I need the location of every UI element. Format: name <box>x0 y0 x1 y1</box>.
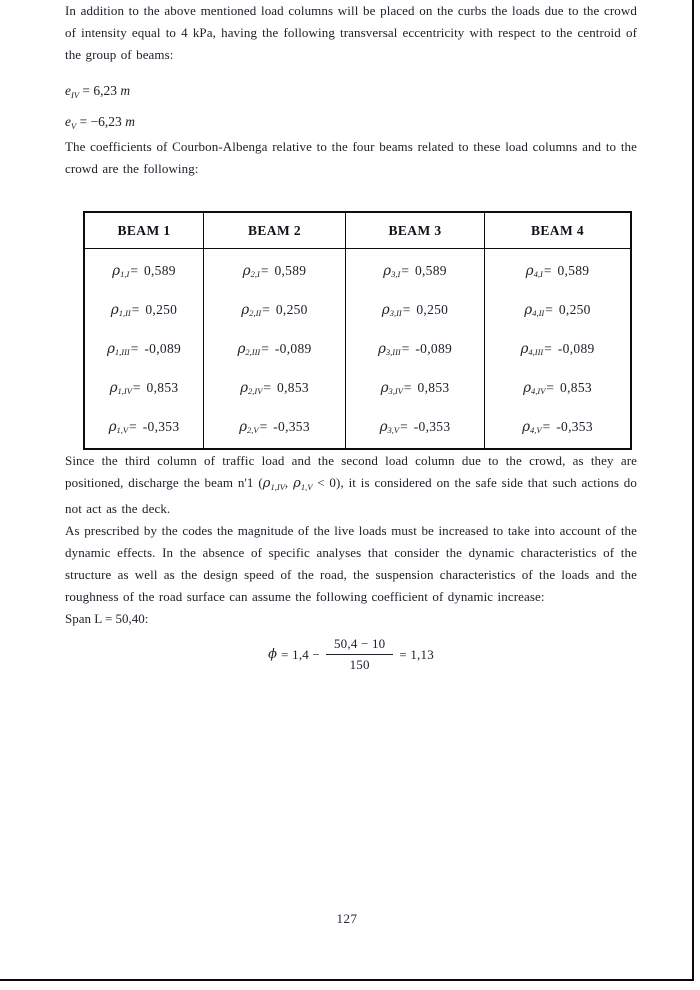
eccentricity-equation-iv <box>65 81 637 105</box>
rho-coefficient <box>346 251 484 290</box>
e-subscript: IV <box>71 90 80 100</box>
coefficient-value: -0,089 <box>144 340 182 356</box>
table-header-row <box>84 212 631 249</box>
coefficient-value: -0,353 <box>413 418 451 434</box>
e-symbol: e <box>65 83 71 98</box>
rho-1-iv <box>263 475 285 490</box>
rho-subscript: 2,V <box>247 424 259 435</box>
coefficient-value: 0,853 <box>277 379 309 395</box>
coefficient-value: -0,089 <box>557 340 595 356</box>
equals-sign: = <box>130 262 138 278</box>
equals-sign: = <box>263 379 272 395</box>
coefficient-value: 0,853 <box>417 379 450 395</box>
rho-symbol: ρ <box>293 476 301 491</box>
rho-coefficient <box>346 290 484 329</box>
equals-sign: = <box>262 301 270 317</box>
rho-subscript: 4,I <box>533 268 543 279</box>
coefficient-value: 0,853 <box>560 379 592 395</box>
page-number: 127 <box>336 911 358 926</box>
paragraph-dynamic-increase: As prescribed by the codes the magnitude of the live loads must be increased to take into account of the dynamic effects. In the absence of specific analyses that consider the dynamic characteristics of the structure as well as the design speed of the road, the suspension characteristics of the loads and the roughness of the road surface can assume the following coefficient of dynamic increase: <box>65 523 637 604</box>
rho-coefficient <box>485 251 630 290</box>
rho-subscript: 4,V <box>530 424 542 435</box>
rho-coefficient <box>85 251 203 290</box>
rho-symbol: ρ <box>240 379 249 396</box>
rho-symbol: ρ <box>522 418 531 435</box>
rho-symbol: ρ <box>241 301 250 318</box>
equals-sign: = <box>403 379 412 395</box>
equals-sign: = <box>544 340 552 356</box>
rho-subscript: 3,III <box>385 346 401 357</box>
coefficient-value: 0,853 <box>146 379 179 395</box>
rho-subscript: 3,IV <box>388 385 403 396</box>
page-frame-bottom-border <box>0 979 694 981</box>
coefficient-value: 0,250 <box>416 301 449 317</box>
rho-subscript: 4,II <box>532 307 545 318</box>
rho-symbol: ρ <box>523 379 532 396</box>
rho-coefficient <box>346 368 484 407</box>
rho-symbol: ρ <box>377 340 386 357</box>
rho-subscript: 4,III <box>528 346 544 357</box>
rho-symbol: ρ <box>525 262 534 279</box>
equals-sign: = <box>545 301 553 317</box>
span-length-label: Span L = 50,40: <box>65 611 149 626</box>
rho-symbol: ρ <box>380 379 389 396</box>
coefficient-value: -0,353 <box>556 418 593 434</box>
rho-subscript: 2,IV <box>248 385 263 396</box>
equals-sign: = <box>400 418 408 434</box>
formula-result: = 1,13 <box>399 646 434 662</box>
table-header-beam-1: BEAM 1 <box>84 212 204 249</box>
equals-sign: = <box>543 262 552 278</box>
e-subscript: V <box>71 121 77 131</box>
rho-subscript: 1,IV <box>270 482 285 492</box>
coefficient-value: 0,589 <box>274 262 307 278</box>
paragraph-courbon-albenga: The coefficients of Courbon-Albenga relative to the four beams related to these load columns and to the crowd are the following: <box>65 139 637 176</box>
unit-meters: m <box>125 114 135 129</box>
rho-coefficient <box>346 407 484 446</box>
equals-sign: = <box>261 340 269 356</box>
rho-subscript: 2,II <box>249 307 262 318</box>
rho-coefficient <box>85 290 203 329</box>
equals-sign: = <box>546 379 555 395</box>
coefficient-value: 0,589 <box>414 262 447 278</box>
rho-symbol: ρ <box>524 301 533 318</box>
equals-sign: = <box>260 262 269 278</box>
formula-fraction <box>326 636 393 673</box>
equals-sign: = <box>542 418 551 434</box>
rho-subscript: 1,III <box>114 346 130 357</box>
table-header-beam-2: BEAM 2 <box>204 212 346 249</box>
rho-subscript: 4,IV <box>531 385 546 396</box>
equals-sign: = <box>401 340 410 356</box>
rho-coefficient <box>204 251 345 290</box>
coefficient-value: -0,089 <box>415 340 453 356</box>
e-symbol: e <box>65 114 71 129</box>
table-header-beam-4: BEAM 4 <box>485 212 632 249</box>
rho-subscript: 1,II <box>118 307 131 318</box>
equals-sign: = <box>401 262 409 278</box>
coefficient-value: -0,353 <box>142 418 180 434</box>
rho-subscript: 1,V <box>300 482 313 492</box>
rho-coefficient <box>204 407 345 446</box>
rho-coefficient <box>85 329 203 368</box>
beam-2-column <box>204 249 346 450</box>
rho-symbol: ρ <box>110 301 119 318</box>
page-content <box>65 0 637 673</box>
equals-sign: = <box>129 418 137 434</box>
equals-sign: = <box>402 301 411 317</box>
table-header-beam-3: BEAM 3 <box>346 212 485 249</box>
rho-symbol: ρ <box>106 340 115 357</box>
rho-symbol: ρ <box>239 418 248 435</box>
paragraph-crowd-load: In addition to the above mentioned load columns will be placed on the curbs the loads due to the crowd of intensity equal to 4 kPa, having the following transversal eccentricity with respect to the centroid of the group of beams: <box>65 3 637 62</box>
rho-coefficient <box>346 329 484 368</box>
rho-symbol: ρ <box>112 262 121 279</box>
formula-lhs: = 1,4 − <box>281 646 320 662</box>
rho-coefficient <box>204 329 345 368</box>
rho-coefficient <box>204 290 345 329</box>
fraction-denominator: 150 <box>349 657 370 672</box>
dynamic-coefficient-formula <box>65 636 637 673</box>
rho-subscript: 1,IV <box>117 385 132 396</box>
rho-symbol: ρ <box>108 418 117 435</box>
beam-3-column <box>346 249 485 450</box>
rho-subscript: 3,V <box>387 424 400 435</box>
equals-sign: = <box>130 340 139 356</box>
rho-symbol: ρ <box>262 476 271 491</box>
unit-meters: m <box>120 83 131 98</box>
rho-coefficient <box>485 407 630 446</box>
beam-4-column <box>485 249 632 450</box>
rho-subscript: 3,I <box>391 268 401 279</box>
rho-coefficient <box>485 329 630 368</box>
rho-coefficient <box>85 407 203 446</box>
equals-sign: = <box>259 418 268 434</box>
rho-symbol: ρ <box>242 262 251 279</box>
coefficient-value: 0,589 <box>143 262 176 278</box>
rho-subscript: 1,I <box>120 268 130 279</box>
paragraph-safe-side: Since the third column of traffic load and the second load column due to the crowd, as they are positioned, discharge the beam n'1 ($\rho_{1,IV}$, $\rho_{1,V} < 0$), it is considered on the safe side that such actions do not act as the deck. <box>65 453 638 516</box>
coefficient-value: 0,250 <box>145 301 178 317</box>
beam-1-column <box>84 249 204 450</box>
rho-coefficient <box>485 290 630 329</box>
coefficient-value: -0,089 <box>274 340 312 356</box>
table-body-row <box>84 249 631 450</box>
rho-symbol: ρ <box>237 340 246 357</box>
courbon-coefficients-table <box>83 211 632 450</box>
eccentricity-value: = 6,23 <box>79 83 121 98</box>
coefficient-value: 0,250 <box>275 301 308 317</box>
rho-subscript: 2,I <box>250 268 260 279</box>
equals-sign: = <box>132 379 141 395</box>
rho-symbol: ρ <box>379 418 388 435</box>
page-frame-right-border <box>692 0 694 981</box>
equals-sign: = <box>131 301 140 317</box>
eccentricity-value: = −6,23 <box>76 114 126 129</box>
rho-subscript: 3,II <box>389 307 402 318</box>
rho-symbol: ρ <box>381 301 390 318</box>
eccentricity-equation-v <box>65 112 637 136</box>
phi-symbol: ϕ <box>268 647 278 662</box>
coefficient-value: 0,589 <box>557 262 590 278</box>
rho-coefficient <box>485 368 630 407</box>
rho-symbol: ρ <box>383 262 392 279</box>
rho-subscript: 2,III <box>245 346 261 357</box>
rho-coefficient <box>204 368 345 407</box>
fraction-numerator: 50,4 − 10 <box>326 636 393 655</box>
rho-coefficient <box>85 368 203 407</box>
rho-symbol: ρ <box>520 340 529 357</box>
coefficient-value: -0,353 <box>273 418 310 434</box>
rho-symbol: ρ <box>109 379 118 396</box>
rho-subscript: 1,V <box>116 424 129 435</box>
rho-1-v <box>293 475 312 490</box>
coefficient-value: 0,250 <box>558 301 591 317</box>
